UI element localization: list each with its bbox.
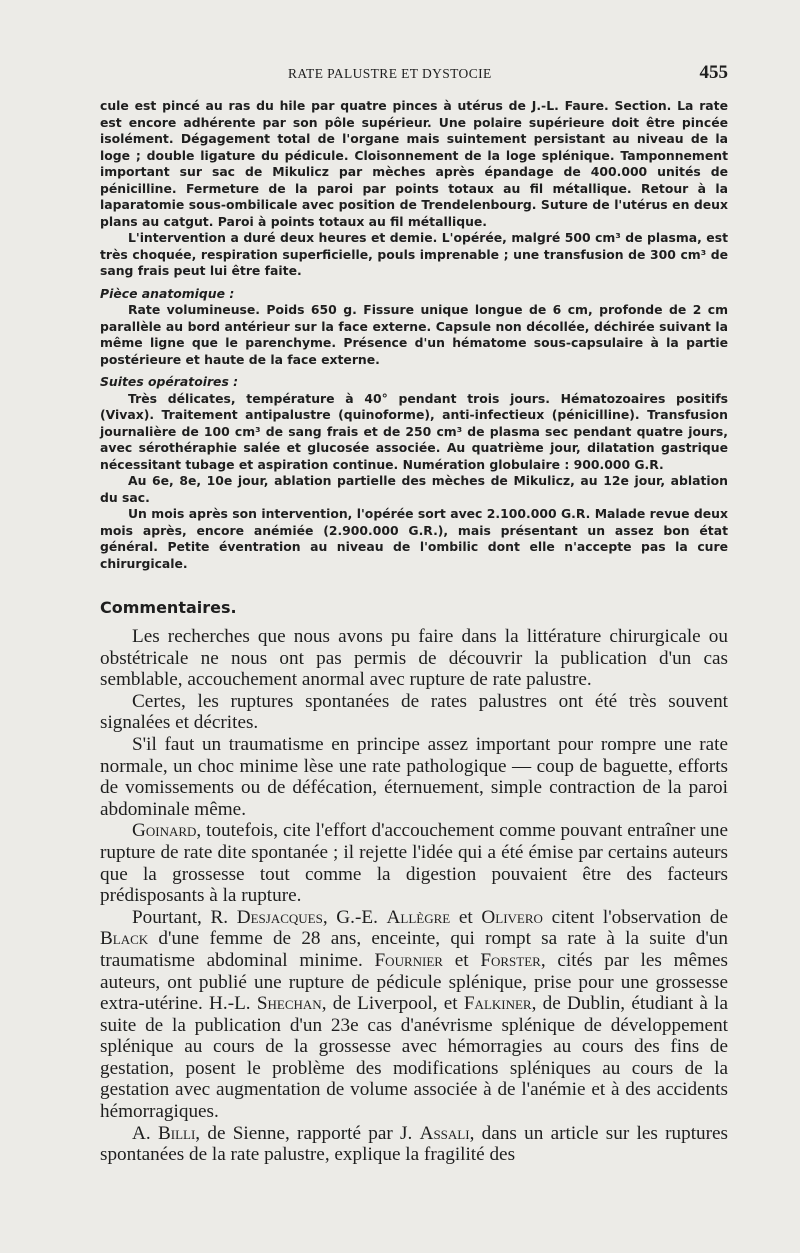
- author-assali: Assali: [419, 1122, 470, 1144]
- commentaires-heading: Commentaires.: [100, 598, 237, 617]
- case-paragraph-intervention: L'intervention a duré deux heures et demie. L'opérée, malgré 500 cm³ de plasma, est très choquée, respiration superficielle, pouls imprenable ; une transfusion de 300 cm³ de sang frais peut lui être faite.: [100, 230, 728, 278]
- p5-text-c: et: [450, 906, 482, 928]
- comment-paragraph-1: Les recherches que nous avons pu faire dans la littérature chirurgicale ou obstétricale ne nous ont pas permis de découvrir la publication d'un cas semblable, accouchement anormal avec rupture de rate palustre.: [100, 626, 728, 691]
- author-billi: Billi: [157, 1122, 196, 1144]
- comment-paragraph-4: [100, 820, 728, 906]
- p5-text-e: d'une femme de 28 ans, enceinte, qui rompt sa rate à la suite d'un traumatisme abdominal minime.: [100, 928, 728, 971]
- comment-p4-text: , toutefois, cite l'effort d'accouchement comme pouvant entraîner une rupture de rate dite spontanée ; il rejette l'idée qui a été émise par certains auteurs que la grossesse tout comme la digestion pouvaient être des facteurs prédisposants à la rupture.: [100, 820, 728, 907]
- author-allegre: Allègre: [386, 906, 451, 928]
- comment-paragraph-2: Certes, les ruptures spontanées de rates palustres ont été très souvent signalées et décrites.: [100, 690, 728, 734]
- running-title: RATE PALUSTRE ET DYSTOCIE: [288, 66, 492, 81]
- author-goinard: Goinard: [132, 820, 197, 842]
- author-desjacques: Desjacques: [236, 906, 323, 928]
- comment-paragraph-5: [100, 907, 728, 1123]
- case-paragraph-operation: cule est pincé au ras du hile par quatre pinces à utérus de J.-L. Faure. Section. La rate est encore adhérente par son pôle supérieur. Une polaire supérieure doit être pincée isolément. Dégagement total de l'organe mais suintement persistant au niveau de la loge ; double ligature du pédicule. Cloisonnement de la loge splénique. Tamponnement important sur sac de Mikulicz par mèches après épandage de 400.000 unités de pénicilline. Fermeture de la paroi par points totaux au fil métallique. Retour à la laparatomie sous-ombilicale avec position de Trendelenbourg. Suture de l'utérus en deux plans au catgut. Paroi à points totaux au fil métallique.: [100, 98, 728, 229]
- running-head: [100, 62, 728, 86]
- p6-text-b: , de Sienne, rapporté par J.: [195, 1122, 420, 1144]
- comment-paragraph-6: [100, 1123, 728, 1166]
- author-shechan: Shechan: [256, 993, 322, 1015]
- piece-anatomique-text: Rate volumineuse. Poids 650 g. Fissure unique longue de 6 cm, profonde de 2 cm parallèle au bord antérieur sur la face externe. Capsule non décollée, déchirée suivant la même ligne que le parenchyme. Présence d'un hématome sous-capsulaire à la partie postérieure et haute de la face externe.: [100, 302, 728, 367]
- author-olivero: Olivero: [481, 906, 543, 928]
- p5-text-i: , de Dublin, étudiant à la suite de la publication d'un 23e cas d'anévrisme splénique de développement splénique au cours de la grossesse avec hémorragies au cours des fins de gestation, posent le problème des modifications spléniques au cours de la gestation avec augmentation de volume associée à de l'anémie et à des accidents hémorragiques.: [100, 993, 728, 1123]
- p5-text-b: , G.-E.: [322, 906, 387, 928]
- p5-text-d: citent l'observation de: [542, 906, 728, 928]
- p5-text-h: , de Liverpool, et: [321, 993, 464, 1015]
- section-label-suites: Suites opératoires :: [100, 374, 239, 389]
- p6-text-a: A.: [132, 1122, 158, 1144]
- commentaires-body: [100, 626, 728, 1166]
- author-black: Black: [100, 928, 149, 950]
- page-number: 455: [699, 62, 728, 83]
- author-fournier: Fournier: [374, 949, 443, 971]
- author-falkiner: Falkiner: [463, 993, 532, 1015]
- p5-text-a: Pourtant, R.: [132, 906, 237, 928]
- suites-paragraph-2: Au 6e, 8e, 10e jour, ablation partielle des mèches de Mikulicz, au 12e jour, ablation du sac.: [100, 473, 728, 505]
- suites-paragraph-3: Un mois après son intervention, l'opérée sort avec 2.100.000 G.R. Malade revue deux mois après, encore anémiée (2.900.000 G.R.), mais présentant un assez bon état général. Petite éventration au niveau de l'ombilic dont elle n'accepte pas la cure chirurgicale.: [100, 506, 728, 571]
- p5-text-g: , cités par les mêmes auteurs, ont publié une rupture de pédicule splénique, prise pour une grossesse extra-utérine. H.-L.: [100, 949, 728, 1015]
- p5-text-f: et: [442, 949, 481, 971]
- section-label-piece: Pièce anatomique :: [100, 285, 235, 301]
- comment-paragraph-3: S'il faut un traumatisme en principe assez important pour rompre une rate normale, un choc minime lèse une rate pathologique — coup de baguette, efforts de vomissements ou de défécation, éternuement, simple contraction de la paroi abdominale même.: [100, 733, 728, 820]
- suites-paragraph-1: Très délicates, température à 40° pendant trois jours. Hématozoaires positifs (Vivax). Traitement antipalustre (quinoforme), anti-infectieux (pénicilline). Transfusion journalière de 100 cm³ de sang frais et de 250 cm³ de plasma sec pendant quatre jours, avec sérothéraphie salée et glucosée associée. Au quatrième jour, dilatation gastrique nécessitant tubage et aspiration continue. Numération globulaire : 900.000 G.R.: [100, 390, 728, 472]
- case-report-text: [100, 98, 728, 572]
- author-forster: Forster: [480, 949, 541, 971]
- p6-text-c: , dans un article sur les ruptures spontanées de la rate palustre, explique la fragilité des: [100, 1122, 728, 1166]
